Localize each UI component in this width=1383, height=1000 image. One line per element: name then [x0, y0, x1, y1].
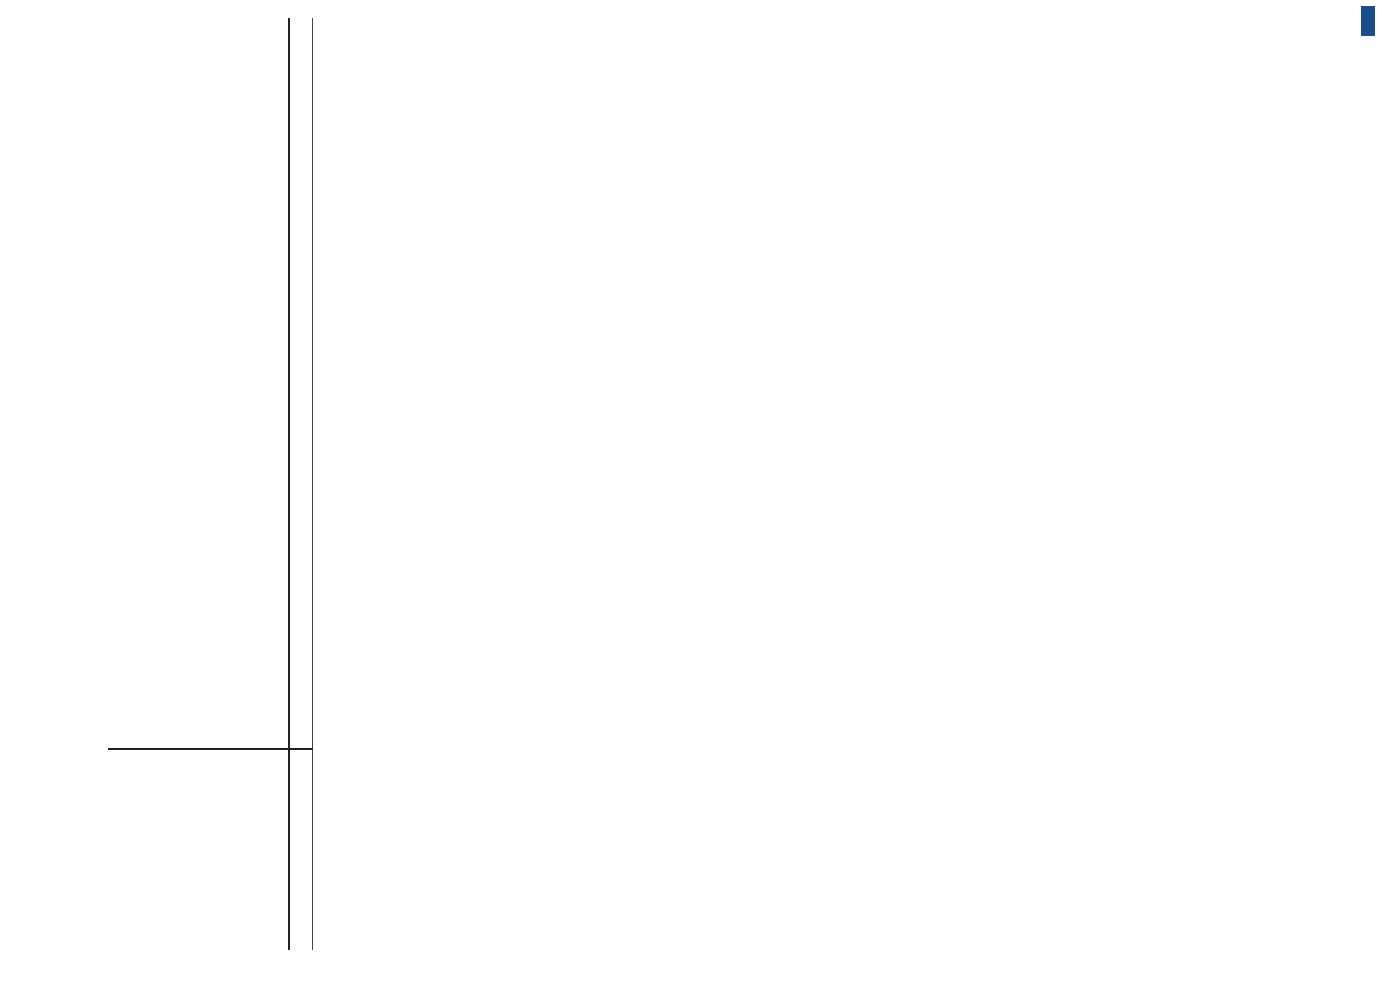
statistics-table	[108, 20, 1258, 950]
stub-col-number	[290, 750, 313, 950]
stub-header	[108, 750, 290, 950]
data-grid	[108, 18, 313, 750]
stub-column	[108, 750, 313, 950]
page-header	[62, 20, 102, 960]
column-numbers	[290, 18, 313, 748]
column-headers	[108, 18, 290, 748]
